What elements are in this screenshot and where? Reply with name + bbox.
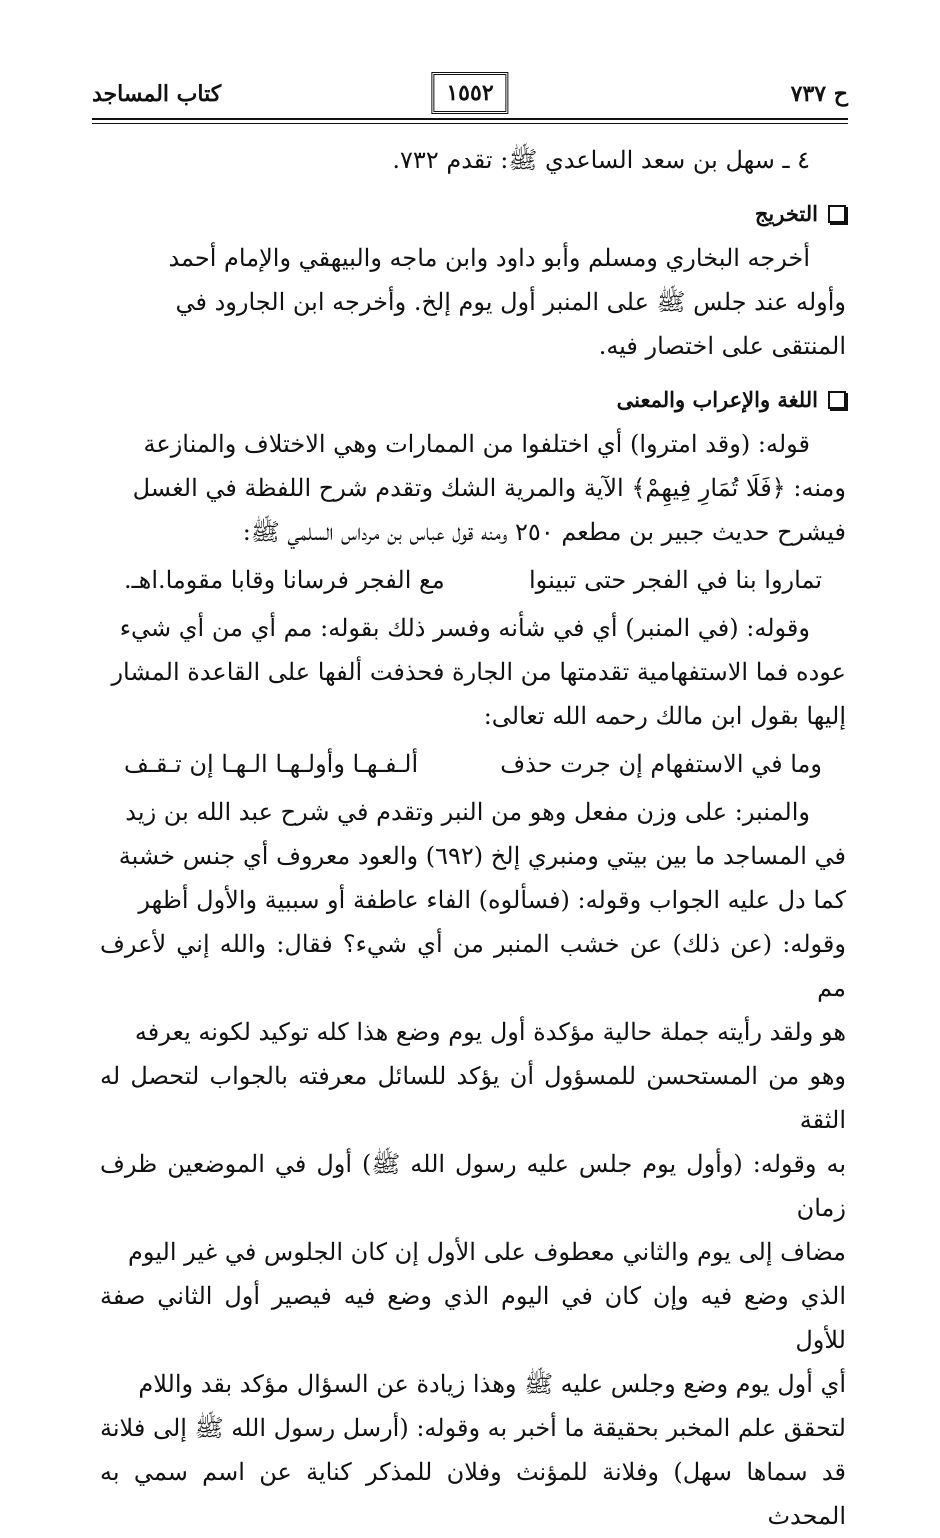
- text-line: به وقوله: (وأول يوم جلس عليه رسول الله ﷺ) أول في الموضعين ظرف زمان: [100, 1150, 846, 1222]
- page-number: ١٥٥٢: [431, 72, 508, 114]
- header-divider: [92, 118, 848, 124]
- text-line: في المساجد ما بين بيتي ومنبري إلخ (٦٩٢) والعود معروف أي جنس خشبة: [118, 842, 846, 870]
- verse-second-hemistich: ألـفـهـا وأولـهـا الـهـا إن تـقـف: [124, 750, 419, 778]
- text-line: ومنه: ﴿فَلَا تُمَارِ فِيهِمْ﴾ الآية والمرية الشك وتقدم شرح اللفظة في الغسل: [132, 474, 846, 502]
- text-line: المنتقى على اختصار فيه.: [598, 332, 846, 360]
- header-hadith-number: ح ٧٣٧: [790, 81, 848, 107]
- text-line: وأوله عند جلس ﷺ على المنبر أول يوم إلخ. وأخرجه ابن الجارود في: [175, 288, 846, 316]
- header-book-title: كتاب المساجد: [92, 81, 222, 107]
- poem-verse: [100, 738, 846, 790]
- section-heading-takhrij: [100, 192, 846, 236]
- section-title: التخريج: [754, 201, 818, 226]
- square-bullet-icon: [828, 205, 846, 223]
- text-line: لتحقق علم المخبر بحقيقة ما أخبر به وقوله: (أرسل رسول الله ﷺ إلى فلانة: [100, 1414, 846, 1442]
- verse-first-hemistich: وما في الاستفهام إن جرت حذف: [500, 750, 822, 778]
- text-line: وهو من المستحسن للمسؤول أن يؤكد للسائل معرفته بالجواب لتحصل له الثقة: [100, 1062, 846, 1134]
- section-heading-lugha: [100, 378, 846, 422]
- verse-second-hemistich: مع الفجر فرسانا وقابا مقوما.اهـ.: [124, 566, 445, 594]
- text-line: أي أول يوم وضع وجلس عليه ﷺ وهذا زيادة عن السؤال مؤكد بقد واللام: [138, 1370, 846, 1398]
- text-line: مضاف إلى يوم والثاني معطوف على الأول إن كان الجلوس في غير اليوم: [128, 1238, 846, 1266]
- text-line: كما دل عليه الجواب وقوله: (فسألوه) الفاء عاطفة أو سببية والأول أظهر: [138, 886, 846, 914]
- text-line: عوده فما الاستفهامية تقدمتها من الجارة فحذفت ألفها على القاعدة المشار: [111, 658, 846, 686]
- text-line: فيشرح حديث جبير بن مطعم ٢٥٠ ومنه قول عباس بن مرداس السلمي ﷺ:: [242, 518, 846, 546]
- text-line: قوله: (وقد امتروا) أي اختلفوا من الممارات وهي الاختلاف والمنازعة: [143, 430, 810, 458]
- text-line: الذي وضع فيه وإن كان في اليوم الذي وضع فيه فيصير أول الثاني صفة للأول: [100, 1282, 846, 1354]
- page-body: [100, 138, 846, 1538]
- square-bullet-icon: [828, 391, 846, 409]
- text-line: أخرجه البخاري ومسلم وأبو داود وابن ماجه والبيهقي والإمام أحمد: [168, 244, 810, 272]
- poem-verse: [100, 554, 846, 606]
- page-header: [92, 72, 848, 116]
- text-line: والمنبر: على وزن مفعل وهو من النبر وتقدم في شرح عبد الله بن زيد: [125, 798, 810, 826]
- text-line: إليها بقول ابن مالك رحمه الله تعالى:: [483, 702, 846, 730]
- text-line: هو ولقد رأيته جملة حالية مؤكدة أول يوم وضع هذا كله توكيد لكونه يعرفه: [134, 1018, 846, 1046]
- text-line: وقوله: (عن ذلك) عن خشب المنبر من أي شيء؟ فقال: والله إني لأعرف مم: [100, 930, 846, 1002]
- section-title: اللغة والإعراب والمعنى: [616, 387, 818, 412]
- verse-first-hemistich: تماروا بنا في الفجر حتى تبينوا: [529, 566, 822, 594]
- narrator-line: ٤ ـ سهل بن سعد الساعدي ﷺ: تقدم ٧٣٢.: [392, 146, 810, 174]
- text-line: قد سماها سهل) وفلانة للمؤنث وفلان للمذكر كناية عن اسم سمي به المحدث: [100, 1458, 846, 1530]
- text-line: وقوله: (في المنبر) أي في شأنه وفسر ذلك بقوله: مم أي من أي شيء: [119, 614, 810, 642]
